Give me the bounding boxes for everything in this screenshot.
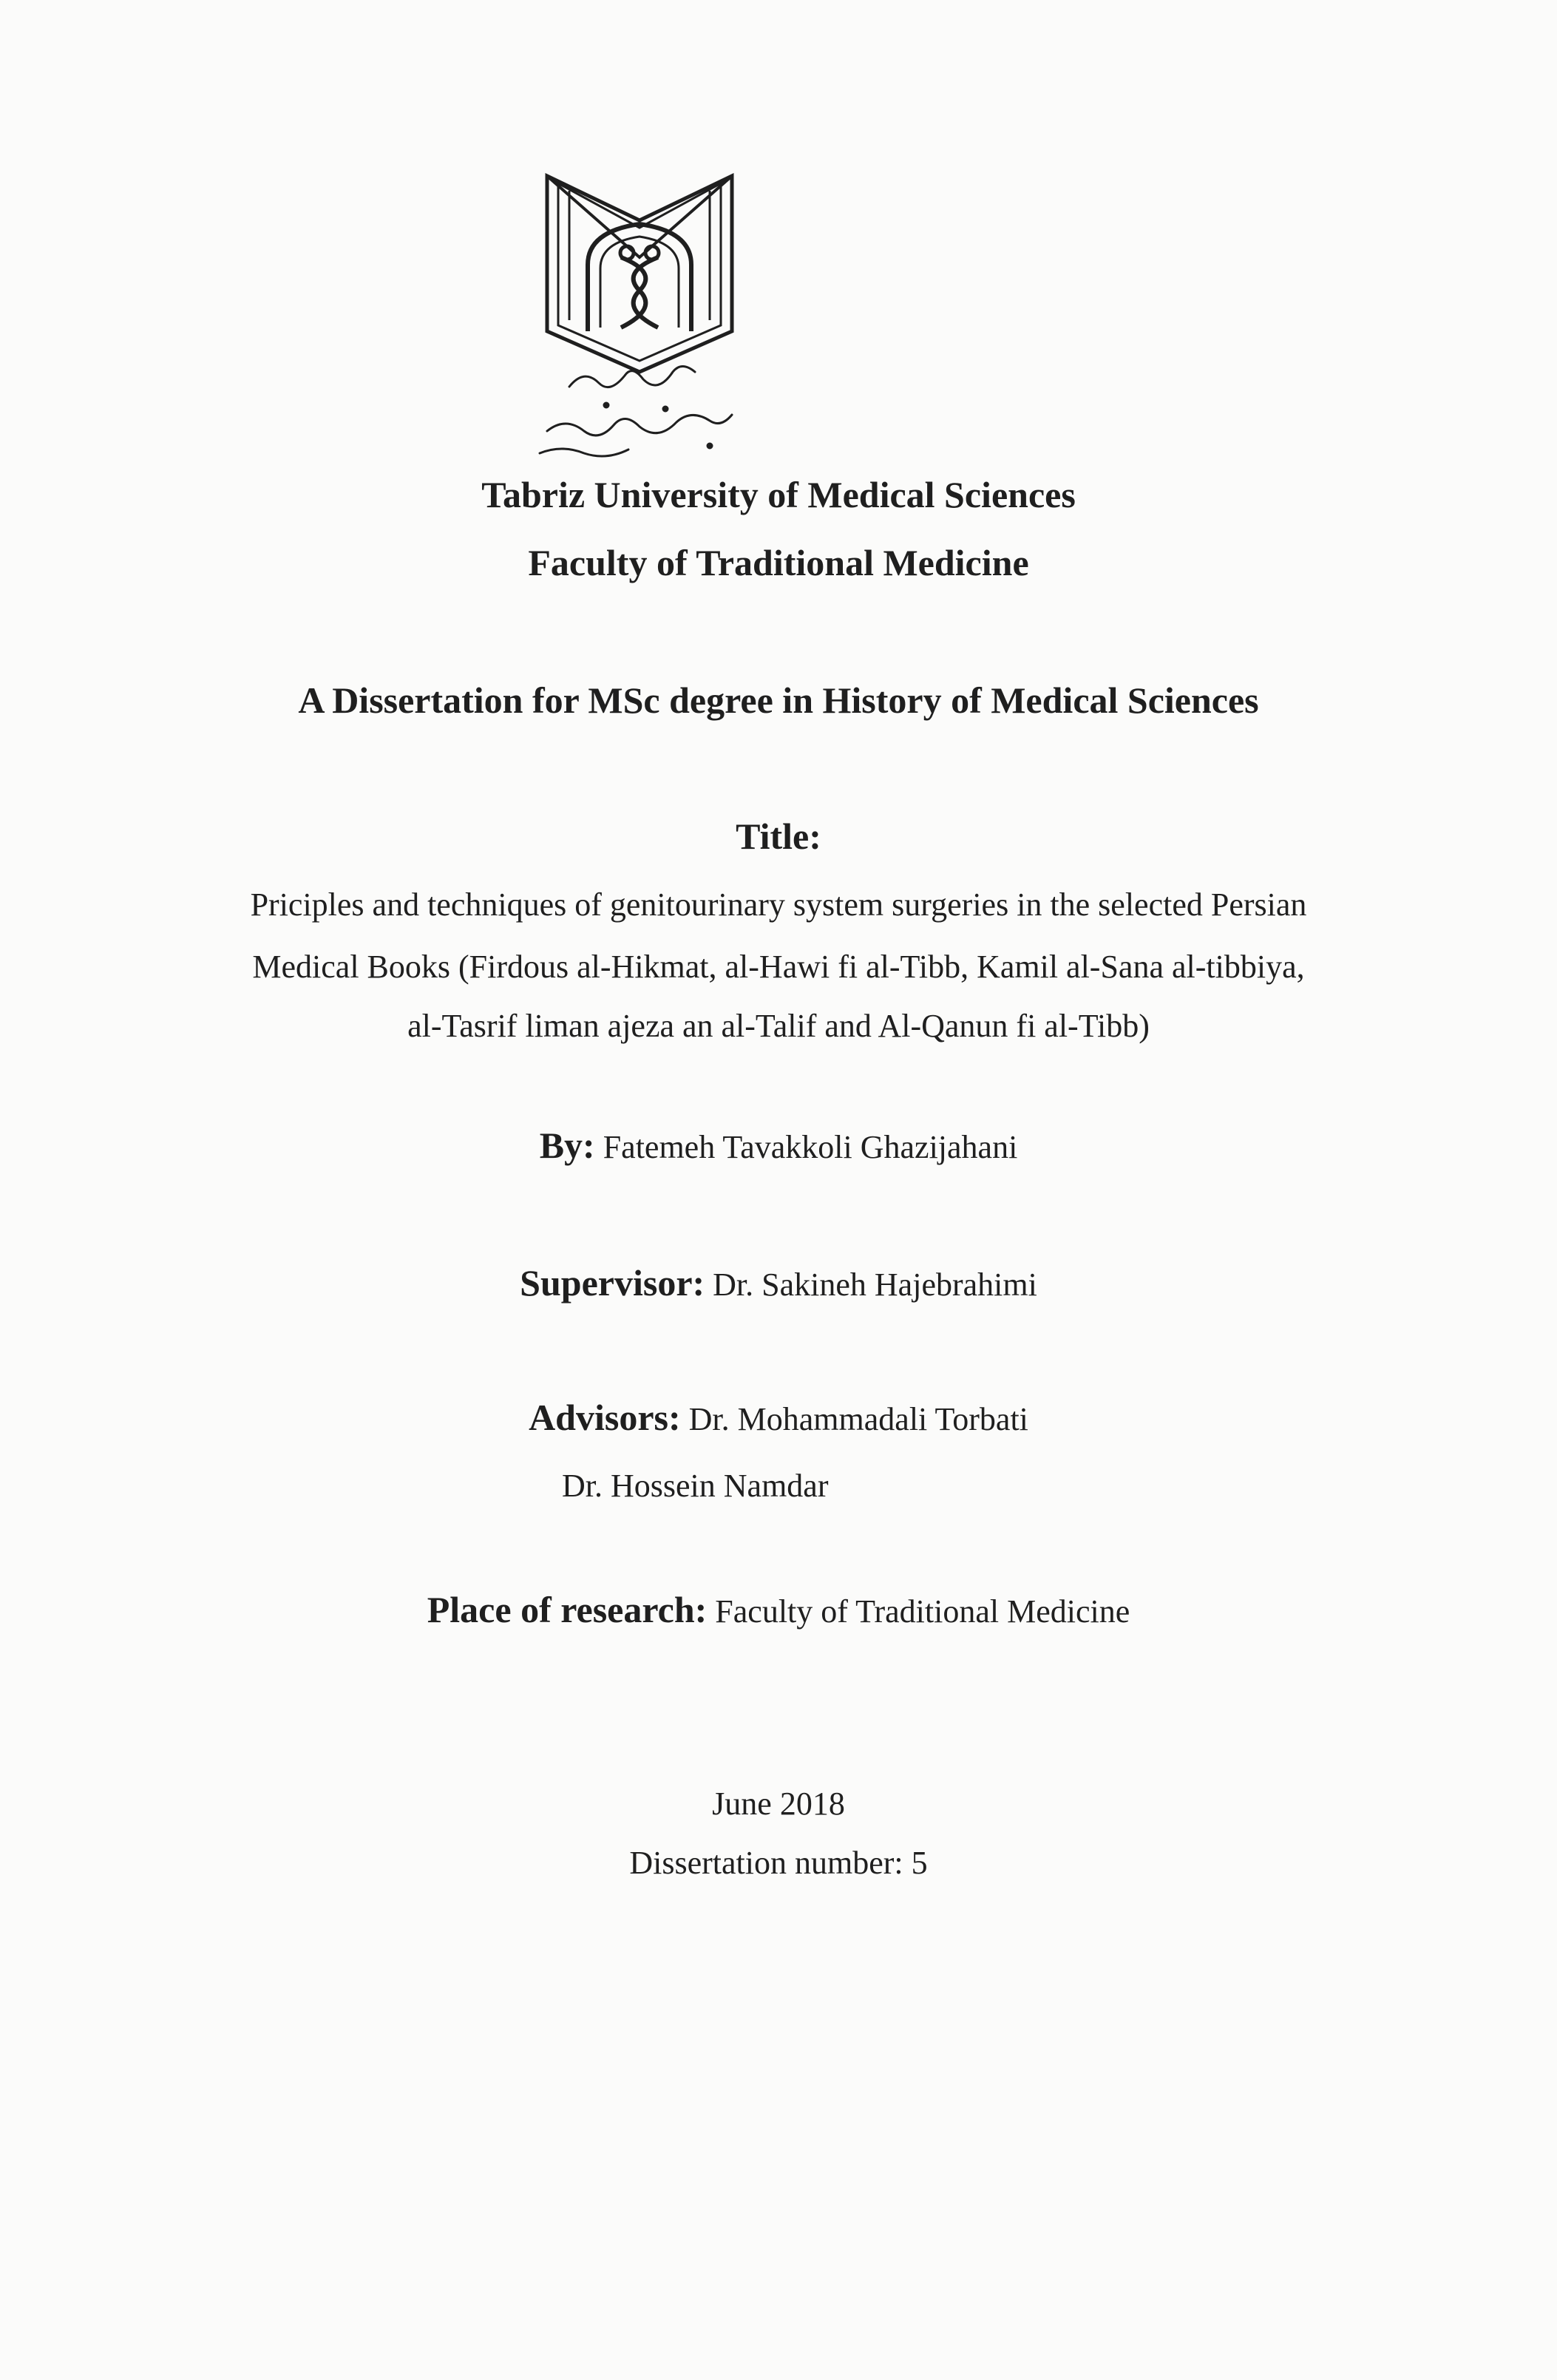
place-label: Place of research: [427,1589,708,1630]
university-name: Tabriz University of Medical Sciences [481,474,1076,515]
advisors-row [0,1396,1557,1439]
place-row [0,1588,1557,1631]
faculty-name: Faculty of Traditional Medicine [528,542,1029,583]
university-emblem-icon [518,161,761,472]
advisors-label: Advisors: [529,1397,681,1438]
advisor-name-2: Dr. Hossein Namdar [562,1468,829,1504]
title-line-1: Priciples and techniques of genitourinary system surgeries in the selected Persian [250,886,1307,923]
author-row [0,1124,1557,1167]
place-value: Faculty of Traditional Medicine [715,1593,1130,1630]
dissertation-number: Dissertation number: 5 [629,1845,928,1881]
submission-date: June 2018 [712,1786,845,1822]
author-name: Fatemeh Tavakkoli Ghazijahani [603,1129,1018,1165]
author-label: By: [539,1125,595,1166]
degree-line: A Dissertation for MSc degree in History of Medical Sciences [298,679,1259,721]
title-line-3: al-Tasrif liman ajeza an al-Talif and Al-Qanun fi al-Tibb) [407,1008,1150,1044]
title-label: Title: [736,816,821,857]
supervisor-row [0,1261,1557,1304]
advisor-name-1: Dr. Mohammadali Torbati [688,1401,1028,1437]
supervisor-label: Supervisor: [520,1262,705,1303]
title-line-2: Medical Books (Firdous al-Hikmat, al-Hawi fi al-Tibb, Kamil al-Sana al-tibbiya, [252,949,1305,985]
supervisor-name: Dr. Sakineh Hajebrahimi [713,1267,1037,1303]
